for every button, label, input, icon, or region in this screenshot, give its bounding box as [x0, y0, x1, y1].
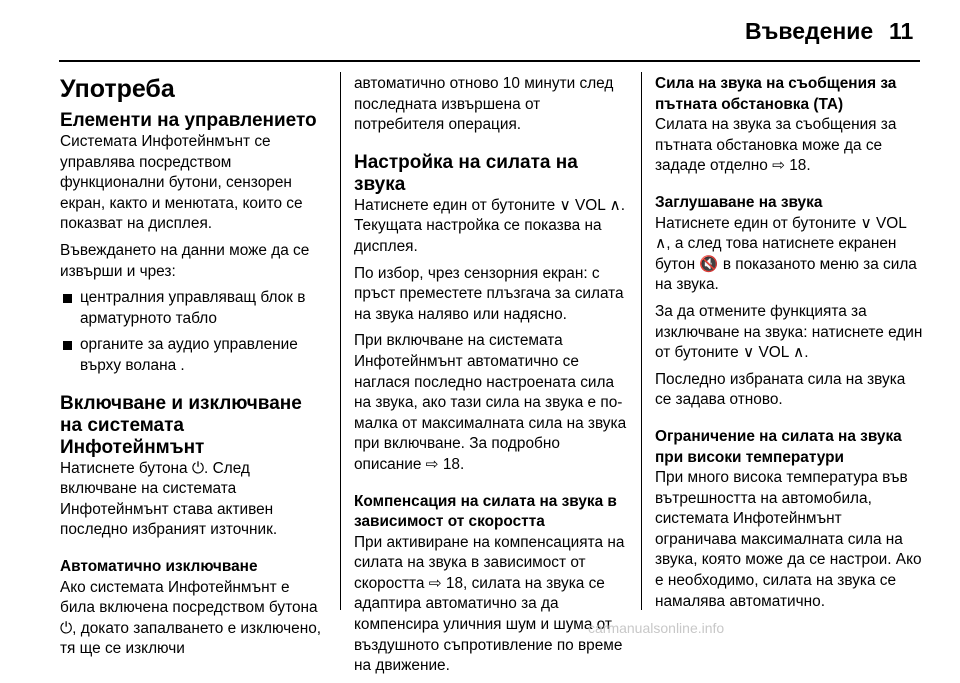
paragraph: Натиснете един от бутоните ∨ VOL ∧. Текущата настройка се показва на дисплея. [354, 196, 626, 255]
bullet-item: органите за аудио управление върху волана . [60, 335, 328, 376]
column-divider-1 [340, 72, 341, 610]
paragraph: По избор, чрез сензорния екран: с пръст преместете плъзгача за силата на звука наляво или надясно. [354, 264, 624, 323]
bullet-item: централния управляващ блок в арматурното табло [60, 288, 328, 329]
paragraph: При включване на системата Инфотейнмънт автоматично се наглася последно настроената сила на звука, ако тази сила на звука е по-малка от максималната сила на звука при включване. За подробно описание ⇨ 18. [354, 332, 627, 473]
heading-temperature-limit: Ограничение на силата на звука при високи температури [655, 427, 902, 466]
header-rule [59, 60, 920, 62]
paragraph: Натиснете бутона ⏻. След включване на системата Инфотейнмънт става активен последно избраният източник. [60, 459, 278, 539]
paragraph: Последно избраната сила на звука се задава отново. [655, 370, 906, 409]
heading-controls: Елементи на управлението [60, 110, 317, 131]
paragraph: Въвеждането на данни може да се извърши и чрез: [60, 241, 310, 280]
heading-speed-compensation: Компенсация на силата на звука в зависимост от скоростта [354, 492, 617, 531]
heading-volume: Настройка на силата на звука [354, 151, 578, 195]
paragraph: Системата Инфотейнмънт се управлява посредством функционални бутони, сензорен екран, както и менютата, които се показват на дисплея. [60, 133, 303, 233]
column-1 [60, 74, 328, 666]
heading-mute: Заглушаване на звука [655, 193, 823, 211]
paragraph: За да отмените функцията за изключване на звука: натиснете един от бутоните ∨ VOL ∧. [655, 302, 923, 362]
paragraph: Ако системата Инфотейнмънт е била включена посредством бутона ⏻, докато запалването е изключено, тя ще се изключи [60, 578, 322, 658]
heading-ta-volume: Сила на звука на съобщения за пътната обстановка (ТА) [655, 75, 897, 113]
paragraph: Силата на звука за съобщения за пътната обстановка може да се зададе отделно ⇨ 18. [655, 116, 897, 175]
watermark: carmanualsonline.info [588, 620, 725, 636]
column-2 [354, 74, 630, 683]
heading-onoff: Включване и изключване на системата Инфотейнмънт [60, 392, 302, 458]
column-divider-2 [641, 72, 642, 610]
paragraph: Натиснете един от бутоните ∨ VOL ∧, а след това натиснете екранен бутон 🔇 в показаното меню за сила на звука. [655, 214, 917, 294]
page-number: 11 [889, 18, 914, 44]
column-3 [655, 74, 923, 618]
heading-auto-off: Автоматично изключване [60, 557, 258, 575]
section-title: Употреба [60, 75, 175, 103]
chapter-title: Въведение [745, 18, 874, 44]
paragraph: При активиране на компенсацията на силата на звука в зависимост от скоростта ⇨ 18, силата на звука се адаптира автоматично за да компенсира уличния шум и шума от въздушното съпротивление по време на движение. [354, 533, 625, 675]
paragraph: автоматично отново 10 минути след последната извършена от потребителя операция. [354, 75, 614, 134]
paragraph: При много висока температура във вътрешността на автомобила, системата Инфотейнмънт ограничава максималната сила на звука, която може да се настрои. Ако е необходимо, силата на звука се намалява автоматично. [655, 469, 922, 610]
